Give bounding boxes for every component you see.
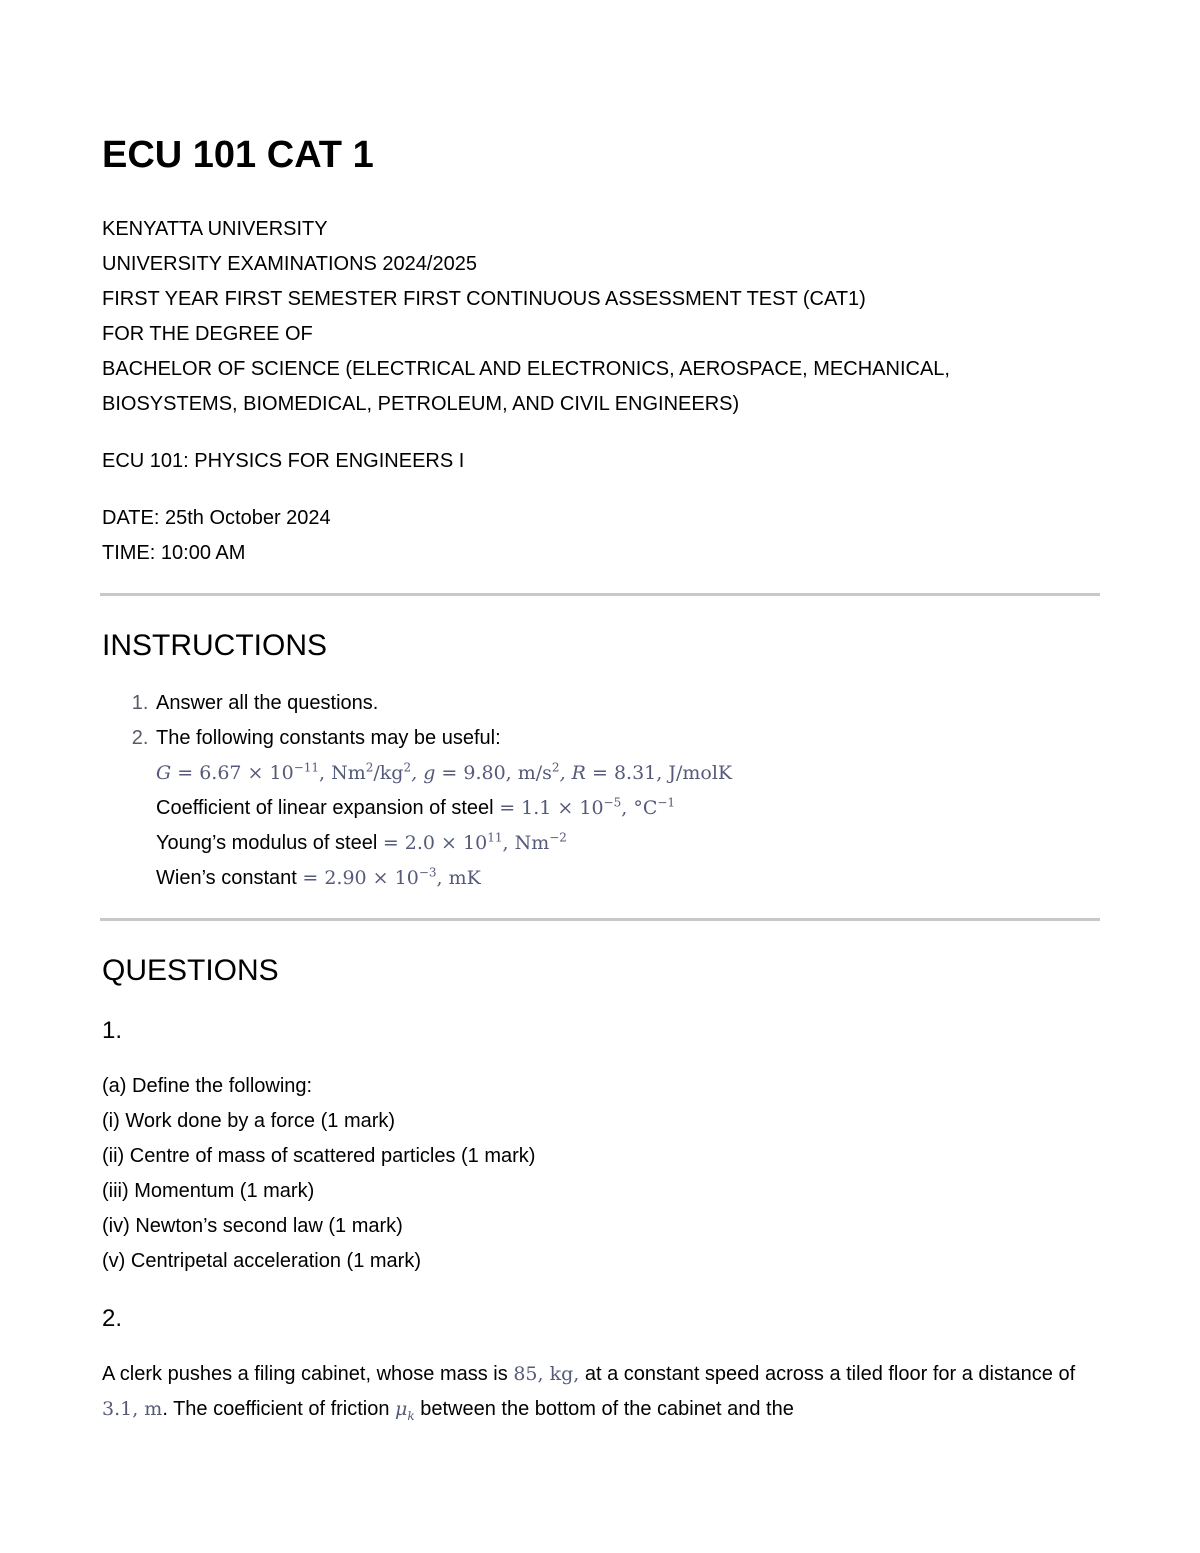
date-row [102, 501, 1100, 536]
date-value: 25th October 2024 [164, 507, 331, 529]
question-line: (iii) Momentum (1 mark) [102, 1180, 315, 1202]
exam-meta [102, 501, 1100, 571]
constant-value: = $2.0 \times 10^{11}$, $Nm^{-2}$ [382, 830, 567, 854]
friction-coefficient-symbol: $\mu_k$ [395, 1398, 415, 1423]
mass-value: 85, kg, [513, 1363, 580, 1385]
distance-value: 3.1, m [102, 1398, 163, 1420]
time-row [102, 536, 1100, 571]
header-line: FOR THE DEGREE OF [102, 323, 313, 345]
questions-heading: QUESTIONS [102, 954, 279, 987]
instruction-text: The following constants may be useful: [156, 727, 501, 749]
question-line: (i) Work done by a force (1 mark) [102, 1110, 396, 1132]
instruction-item [154, 721, 1100, 896]
question-2-body: A clerk pushes a filing cabinet, whose mass is 85, kg, at a constant speed across a tiled floor for a distance of 3.1, m. The coefficient of friction $\mu_k$ between the bottom of the cabinet and the [102, 1363, 1076, 1423]
exam-header [102, 212, 1100, 422]
question-line: (ii) Centre of mass of scattered particles (1 mark) [102, 1145, 536, 1167]
constant-label: Young’s modulus of steel [156, 832, 378, 854]
header-line: KENYATTA UNIVERSITY [102, 218, 328, 240]
page-title: ECU 101 CAT 1 [102, 134, 374, 176]
constant-value: = $1.1 \times 10^{-5}$, $^\circ C^{-1}$ [499, 795, 676, 819]
constants-line-3 [156, 826, 1100, 861]
header-line: FIRST YEAR FIRST SEMESTER FIRST CONTINUOUS ASSESSMENT TEST (CAT1) [102, 288, 866, 310]
header-line: BACHELOR OF SCIENCE (ELECTRICAL AND ELECTRONICS, AEROSPACE, MECHANICAL, [102, 358, 950, 380]
constant-label: Coefficient of linear expansion of steel [156, 797, 494, 819]
question-number: 1. [102, 1017, 123, 1044]
course-title: ECU 101: PHYSICS FOR ENGINEERS I [102, 450, 465, 472]
constants-line-4 [156, 861, 1100, 896]
instructions-heading: INSTRUCTIONS [102, 629, 327, 662]
instruction-text: Answer all the questions. [156, 692, 379, 714]
question-line: (v) Centripetal acceleration (1 mark) [102, 1250, 421, 1272]
instruction-item [154, 686, 1100, 721]
constants-line-1 [156, 756, 1100, 791]
header-line: UNIVERSITY EXAMINATIONS 2024/2025 [102, 253, 477, 275]
question-number: 2. [102, 1305, 123, 1332]
gravitational-constant: $G = 6.67 \times 10^{-11}$, $Nm^2/kg^2$, g = 9.80, $m/s^2$, R = 8.31, J/molK [156, 760, 733, 784]
section-divider [100, 918, 1100, 921]
time-label: TIME: [102, 542, 156, 564]
constant-label: Wien’s constant [156, 867, 297, 889]
date-label: DATE: [102, 507, 160, 529]
question-line: (a) Define the following: [102, 1075, 313, 1097]
constants-line-2 [156, 791, 1100, 826]
instructions-list [102, 686, 1100, 896]
constant-value: = $2.90 \times 10^{-3}$, mK [302, 865, 481, 889]
header-line: BIOSYSTEMS, BIOMEDICAL, PETROLEUM, AND CIVIL ENGINEERS) [102, 393, 740, 415]
question-line: (iv) Newton’s second law (1 mark) [102, 1215, 403, 1237]
time-value: 10:00 AM [160, 542, 246, 564]
question-1-body [102, 1069, 1100, 1279]
section-divider [100, 593, 1100, 596]
